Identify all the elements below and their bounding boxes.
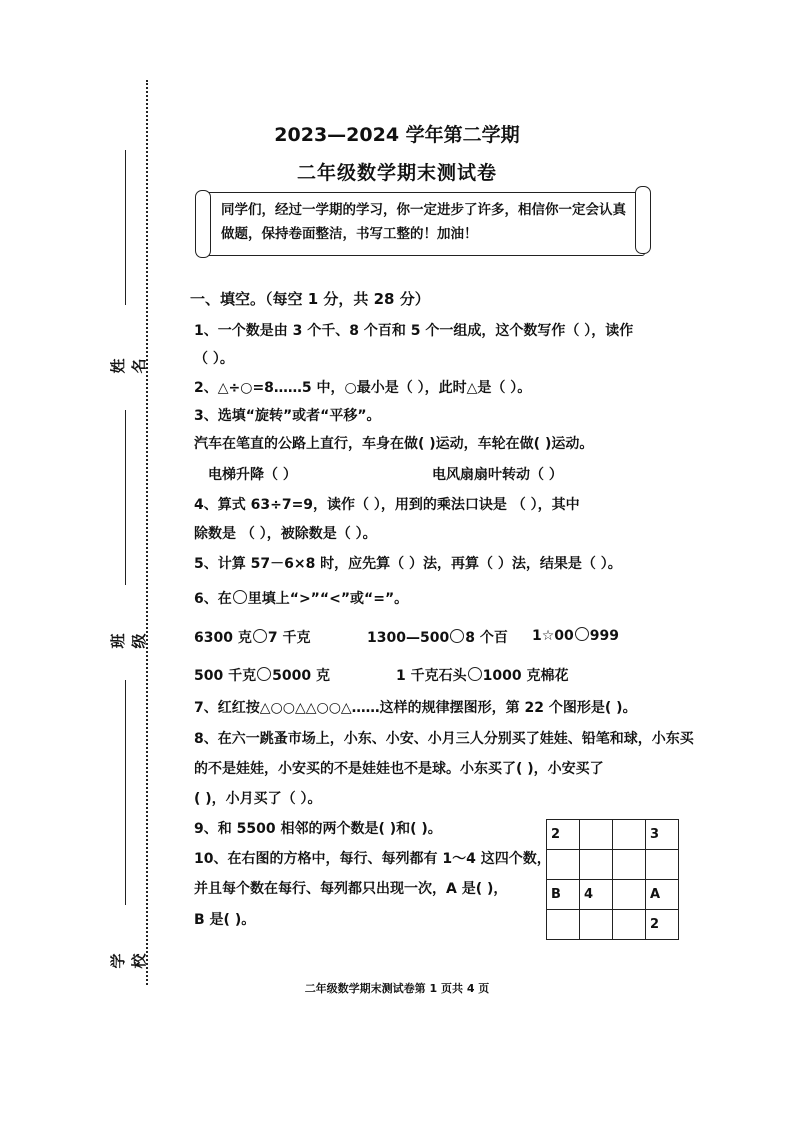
question-4-line-1: 4、算式 63÷7=9，读作（ ），用到的乘法口诀是 （ ），其中	[194, 497, 580, 513]
grid-row	[547, 880, 679, 910]
q6-item-5-right: 1000 克棉花	[482, 668, 569, 684]
q6-item-3-left: 1☆00	[532, 628, 574, 644]
exam-title-year: 2023—2024 学年第二学期	[274, 124, 520, 146]
grid-cell	[580, 850, 613, 880]
question-10-line-3: B 是( )。	[194, 912, 256, 928]
latin-square-grid	[546, 819, 679, 940]
intro-text: 同学们，经过一学期的学习，你一定进步了许多，相信你一定会认真做题，保持卷面整洁，书写工整的！加油！	[221, 202, 626, 242]
question-6-heading	[194, 588, 408, 608]
q6-item-2-right: 8 个百	[465, 630, 508, 646]
question-6-item-5	[396, 665, 568, 685]
question-5: 5、计算 57－6×8 时，应先算（ ）法，再算（ ）法，结果是（ ）。	[194, 556, 622, 572]
name-label: 姓 名	[109, 348, 148, 374]
question-4-line-2: 除数是 （ ），被除数是（ ）。	[194, 526, 377, 542]
compare-circle-icon	[253, 629, 267, 643]
question-7: 7、红红按△○○△△○○△……这样的规律摆图形，第 22 个图形是( )。	[194, 700, 637, 716]
question-1-line-2: （ ）。	[194, 351, 234, 367]
school-label: 学 校	[109, 943, 148, 969]
q6-item-1-right: 7 千克	[267, 630, 311, 646]
question-10-line-1: 10、在右图的方格中，每行、每列都有 1～4 这四个数，	[194, 851, 551, 867]
grid-cell: 2	[547, 820, 580, 850]
question-3-line-2: 汽车在笔直的公路上直行，车身在做( )运动，车轮在做( )运动。	[194, 436, 594, 452]
question-8-line-1: 8、在六一跳蚤市场上，小东、小安、小月三人分别买了娃娃、铅笔和球，小东买	[194, 731, 694, 747]
class-label: 班 级	[109, 623, 148, 649]
q6-item-4-left: 500 千克	[194, 668, 257, 684]
grid-cell	[613, 910, 646, 940]
grid-cell	[613, 850, 646, 880]
question-6-item-2	[367, 627, 508, 647]
grid-row	[547, 910, 679, 940]
compare-circle-icon	[468, 667, 482, 681]
exam-title: 二年级数学期末测试卷	[296, 162, 497, 184]
question-9: 9、和 5500 相邻的两个数是( )和( )。	[194, 821, 442, 837]
grid-cell	[580, 910, 613, 940]
school-write-line	[125, 680, 126, 905]
grid-row	[547, 850, 679, 880]
question-6-item-1	[194, 627, 310, 647]
question-3-elevator: 电梯升降（ ）	[208, 467, 297, 483]
question-6-heading-b: 里填上“>”“<”或“=”。	[247, 591, 409, 607]
q6-item-5-left: 1 千克石头	[396, 668, 467, 684]
grid-cell: B	[547, 880, 580, 910]
binding-dotted-line	[146, 80, 148, 985]
compare-circle-icon	[450, 629, 464, 643]
intro-scroll-banner	[193, 186, 653, 256]
grid-cell: 4	[580, 880, 613, 910]
section-heading-fill-in: 一、填空。（每空 1 分，共 28 分）	[190, 290, 430, 308]
grid-cell	[646, 850, 679, 880]
blank-circle-icon	[233, 590, 247, 604]
grid-cell: A	[646, 880, 679, 910]
question-6-item-4	[194, 665, 330, 685]
grid-cell	[580, 820, 613, 850]
question-6-heading-a: 6、在	[194, 591, 232, 607]
scroll-left-roll	[195, 190, 211, 258]
question-1-line-1: 1、一个数是由 3 个千、8 个百和 5 个一组成，这个数写作（ ），读作	[194, 323, 634, 339]
grid-row	[547, 820, 679, 850]
question-2: 2、△÷○=8……5 中，○最小是（ ），此时△是（ ）。	[194, 380, 532, 396]
grid-cell	[613, 820, 646, 850]
question-3-fan: 电风扇扇叶转动（ ）	[432, 467, 563, 483]
q6-item-2-left: 1300—500	[367, 630, 450, 646]
compare-circle-icon	[575, 627, 589, 641]
q6-item-1-left: 6300 克	[194, 630, 252, 646]
class-write-line	[125, 410, 126, 585]
question-3-line-1: 3、选填“旋转”或者“平移”。	[194, 408, 381, 424]
grid-cell	[613, 880, 646, 910]
grid-cell	[547, 850, 580, 880]
grid-cell	[547, 910, 580, 940]
question-6-item-3	[532, 627, 619, 644]
page-footer: 二年级数学期末测试卷第 1 页共 4 页	[304, 982, 490, 995]
grid-cell: 2	[646, 910, 679, 940]
compare-circle-icon	[257, 667, 271, 681]
q6-item-4-right: 5000 克	[272, 668, 330, 684]
question-8-line-3: ( )，小月买了（ ）。	[194, 791, 322, 807]
grid-cell: 3	[646, 820, 679, 850]
q6-item-3-right: 999	[589, 628, 620, 644]
question-10-line-2: 并且每个数在每行、每列都只出现一次，A 是( )，	[194, 881, 508, 897]
question-8-line-2: 的不是娃娃，小安买的不是娃娃也不是球。小东买了( )，小安买了	[194, 761, 604, 777]
